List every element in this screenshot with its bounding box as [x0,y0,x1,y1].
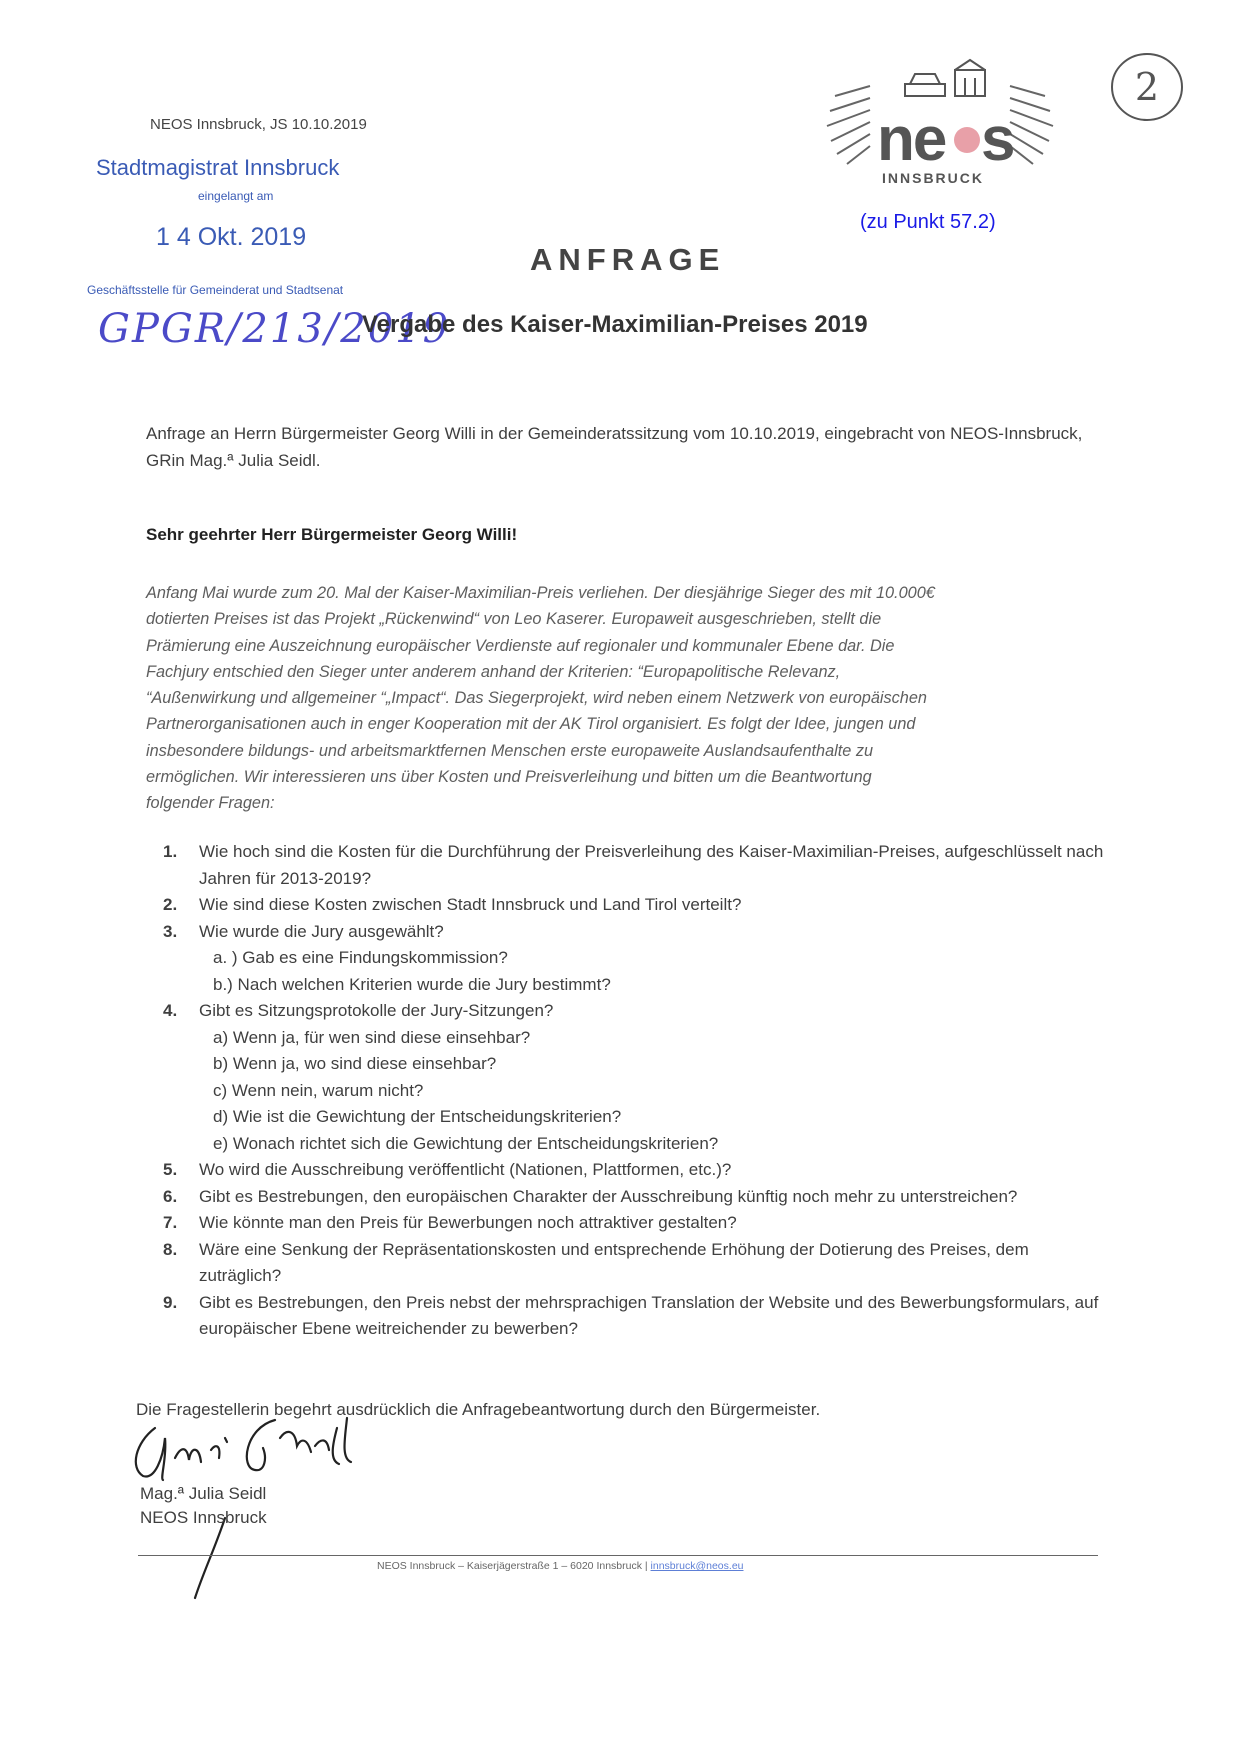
question-number: 2. [163,895,178,914]
footer [377,1560,744,1572]
question-number: 5. [163,1160,178,1179]
body-line: Fachjury entschied den Sieger unter anderem anhand der Kriterien: “Europapolitische Relevanz, [146,662,841,681]
skyline-icon [905,60,985,96]
question-text: Gibt es Bestrebungen, den europäischen Charakter der Ausschreibung künftig noch mehr zu unterstreichen? [199,1186,1018,1206]
intro-paragraph: Anfrage an Herrn Bürgermeister Georg Willi in der Gemeinderatssitzung vom 10.10.2019, eingebracht von NEOS-Innsbruck, GRin Mag.ª Julia Seidl. [146,424,1083,470]
question-text: Wie sind diese Kosten zwischen Stadt Innsbruck und Land Tirol verteilt? [199,895,742,914]
sub-question: b) Wenn ja, wo sind diese einsehbar? [213,1054,497,1073]
sub-question: e) Wonach richtet sich die Gewichtung der Entscheidungskriterien? [213,1133,719,1153]
body-line: Partnerorganisationen auch in enger Kooperation mit der AK Tirol organisiert. Es folgt der Idee, jungen und [146,715,916,734]
svg-text:ne: ne [877,105,946,174]
body-line: ermöglichen. Wir interessieren uns über Kosten und Preisverleihung und bitten um die Beantwortung [146,768,872,787]
question-item [163,1157,1113,1184]
stamp-subtitle: eingelangt am [198,189,274,203]
sub-question: a. ) Gab es eine Findungskommission? [213,948,508,967]
closing-sentence: Die Fragestellerin begehrt ausdrücklich die Anfragebeantwortung durch den Bürgermeister. [136,1400,821,1419]
stamp-title: Stadtmagistrat Innsbruck [96,155,340,180]
question-item [163,839,1113,892]
question-text: Wie hoch sind die Kosten für die Durchführung der Preisverleihung des Kaiser-Maximilian-Preises, aufgeschlüsselt nach Jahren für 2013-2019? [199,842,1104,888]
question-number: 4. [163,1001,178,1020]
right-wing-icon [1010,86,1053,164]
question-item [163,1184,1113,1211]
body-line: dotierten Preises ist das Projekt „Rückenwind“ von Leo Kaserer. Europaweit ausgeschrieben, stellt die [146,610,882,629]
question-list [163,839,1113,1343]
question-number: 1. [163,842,178,861]
footer-address: NEOS Innsbruck – Kaiserjägerstraße 1 – 6020 Innsbruck | [377,1560,651,1572]
question-text: Gibt es Bestrebungen, den Preis nebst der mehrsprachigen Translation der Website und des Bewerbungsformulars, auf europäischer Ebene weitreichender zu bewerben? [199,1292,1099,1338]
body-line: Anfang Mai wurde zum 20. Mal der Kaiser-Maximilian-Preis verliehen. Der diesjährige Sieger des mit 10.000€ [146,584,935,602]
question-number: 3. [163,921,178,941]
body-line: insbesondere bildungs- und arbeitsmarktfernen Menschen erste europaweite Auslandsaufenthalte zu [146,741,874,760]
stamp-department: Geschäftsstelle für Gemeinderat und Stadtsenat [87,283,344,297]
question-item [163,892,1113,919]
footer-email-link[interactable]: innsbruck@neos.eu [650,1560,744,1572]
sub-question: d) Wie ist die Gewichtung der Entscheidungskriterien? [213,1107,622,1126]
footer-divider [138,1555,1098,1556]
sub-question: c) Wenn nein, warum nicht? [213,1080,424,1100]
left-wing-icon [827,86,870,164]
body-line: “Außenwirkung und allgemeiner “„Impact“. Das Siegerprojekt, wird neben einem Netzwerk von europäischen [146,689,927,708]
signatory-organization: NEOS Innsbruck [140,1508,267,1527]
question-number: 7. [163,1213,178,1232]
body-line: Prämierung eine Auszeichnung europäischer Verdienste auf regionaler und kommunaler Ebene dar. Die [146,636,895,655]
question-text: Wäre eine Senkung der Repräsentationskosten und entsprechende Erhöhung der Dotierung des Preises, dem zuträglich? [199,1239,1029,1285]
question-text: Gibt es Sitzungsprotokolle der Jury-Sitzungen? [199,1001,554,1020]
question-number: 9. [163,1292,178,1312]
agenda-note: (zu Punkt 57.2) [860,211,996,233]
sub-question: a) Wenn ja, für wen sind diese einsehbar? [213,1027,531,1047]
circled-page-number [1108,48,1186,126]
question-item [163,1237,1113,1290]
question-number: 6. [163,1186,178,1206]
question-text: Wo wird die Ausschreibung veröffentlicht (Nationen, Plattformen, etc.)? [199,1160,732,1179]
svg-text:2: 2 [1134,65,1160,109]
sender-line: NEOS Innsbruck, JS 10.10.2019 [150,116,367,133]
question-text: Wie wurde die Jury ausgewählt? [199,921,444,941]
question-item [163,1290,1113,1343]
handwritten-reference: GPGR/213/2019 [98,306,451,352]
stamp-date: 1 4 Okt. 2019 [156,223,307,251]
salutation: Sehr geehrter Herr Bürgermeister Georg Willi! [146,525,518,544]
document-subheading: Vergabe des Kaiser-Maximilian-Preises 2019 [362,311,868,338]
signatory-name: Mag.ª Julia Seidl [140,1484,267,1503]
document-heading: ANFRAGE [530,242,726,277]
question-item [163,998,1113,1025]
question-item [163,1210,1113,1237]
question-item [163,919,1113,946]
logo-subtitle: INNSBRUCK [882,170,984,186]
svg-text:s: s [981,105,1016,174]
body-paragraph [146,580,1106,817]
body-line: folgender Fragen: [146,794,275,813]
sub-question: b.) Nach welchen Kriterien wurde die Jury bestimmt? [213,974,611,994]
question-text: Wie könnte man den Preis für Bewerbungen noch attraktiver gestalten? [199,1213,737,1232]
question-number: 8. [163,1239,178,1259]
